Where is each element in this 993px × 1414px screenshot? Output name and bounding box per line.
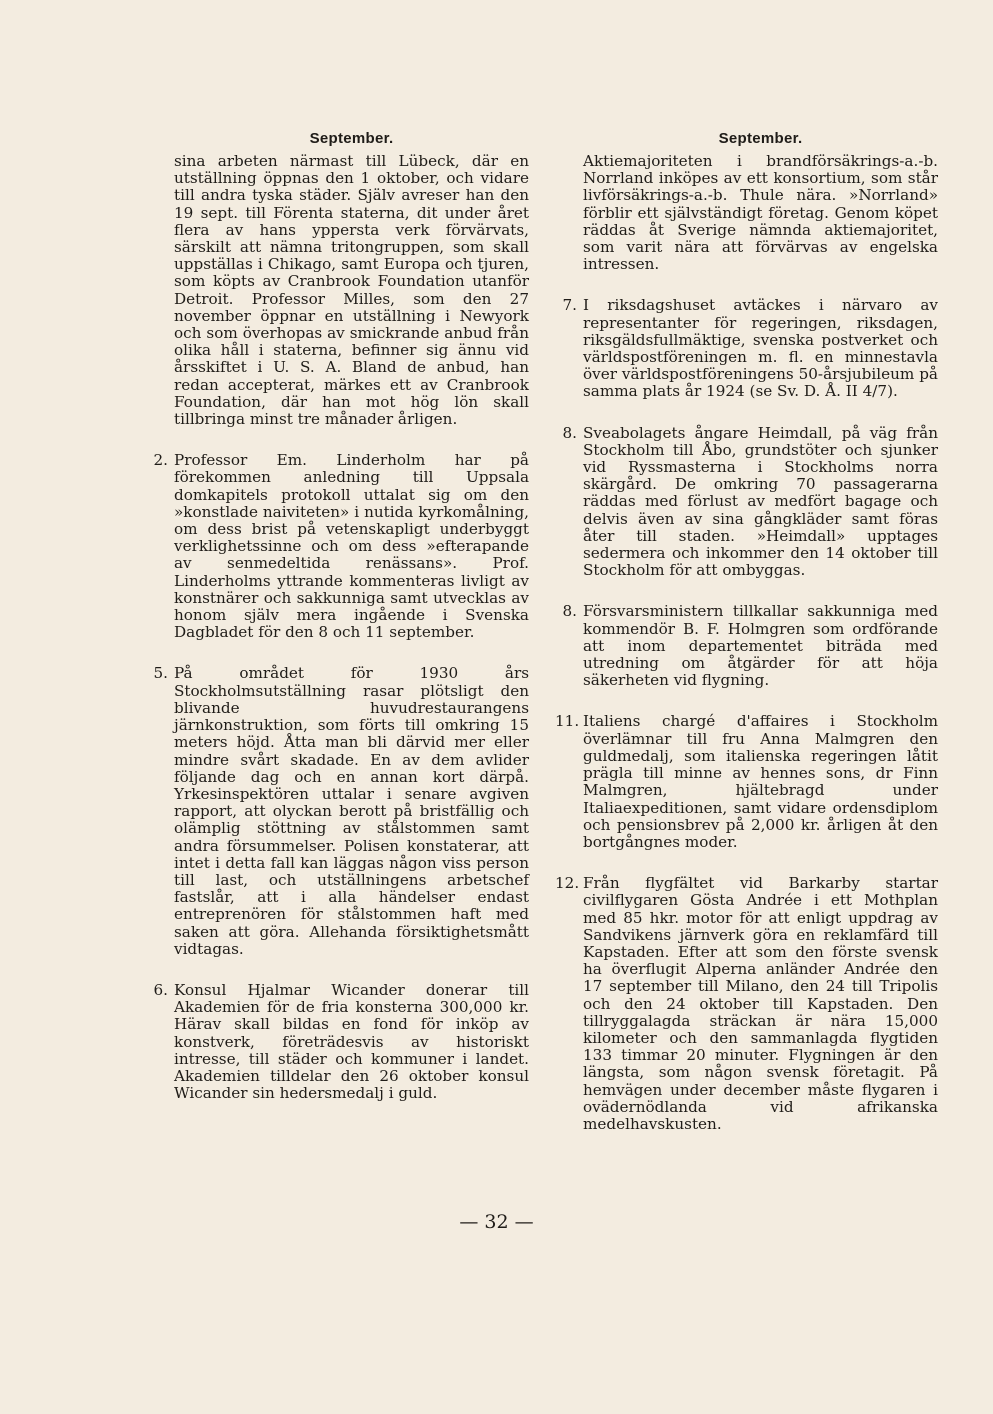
entry-date: 5. bbox=[153, 664, 168, 683]
entry-text: Försvarsministern tillkallar sakkunniga med kommendör B. F. Holmgren som ordförande att inom departementet biträda med utredning om åtgärder för att höja säkerheten vid flygning. bbox=[583, 602, 938, 690]
entry-right-8b bbox=[562, 602, 938, 690]
entry-text: Konsul Hjalmar Wicander donerar till Akademien för de fria konsterna 300,000 kr. Härav skall bildas en fond för inköp av konstverk, företrädesvis av historiskt intresse, till städer och kommuner i landet. Akademien tilldelar den 26 oktober konsul Wicander sin hedersmedalj i guld. bbox=[174, 980, 529, 1103]
entry-right-8a bbox=[562, 423, 938, 580]
entry-left-5 bbox=[153, 664, 529, 958]
entry-date: 12. bbox=[555, 874, 580, 893]
entry-text: I riksdagshuset avtäckes i närvaro av representanter för regeringen, riksdagen, riksgäldsfullmäktige, svenska postverket och världspostföreningen m. fl. en minnestavla över världspostföreningens 50-årsjubileum på samma plats år 1924 (se Sv. D. Å. II 4/7). bbox=[583, 296, 938, 401]
entry-date: 8. bbox=[562, 602, 577, 621]
entry-right-7 bbox=[562, 296, 938, 401]
entry-text: Sveabolagets ångare Heimdall, på väg från Stockholm till Åbo, grundstöter och sjunker vid Ryssmasterna i Stockholms norra skärgård. De omkring 70 passagerarna räddas med förlust av medfört bagage och delvis även av sina gångkläder samt föras åter till staden. »Heimdall» upptages sedermera och inkommer den 14 oktober till Stockholm för att ombyggas. bbox=[583, 423, 938, 580]
entry-right-12 bbox=[555, 874, 938, 1133]
entry-date: 6. bbox=[153, 980, 168, 999]
left-column bbox=[153, 130, 529, 1103]
entry-date: 7. bbox=[562, 296, 577, 315]
entry-text: Professor Em. Linderholm har på förekommen anledning till Uppsala domkapitels protokoll uttalat sig om den »konstlade naiviteten» i nutida kyrkomålning, om dess brist på vetenskapligt underbyggt verklighetssinne och om dess »efterapande av senmedeltida renässans». Prof. Linderholms yttrande kommenteras livligt av konstnärer och sakkunniga samt utvecklas av honom själv mera ingående i Svenska Dagbladet för den 8 och 11 september. bbox=[174, 451, 529, 642]
entry-left-6 bbox=[153, 980, 529, 1103]
left-continuation-paragraph: sina arbeten närmast till Lübeck, där en utställning öppnas den 1 oktober, och vidare till andra tyska städer. Själv avreser han den 19 sept. till Förenta staterna, dit under året flera av hans ypperstа verk förvärvats, särskilt att nämna tritongruppen, som skall uppställas i Chikago, samt Europa och tjuren, som köpts av Cranbrook Foundation utanför Detroit. Professor Milles, som den 27 november öppnar en utställning i Newyork och som överhopas av smickrande anbud från olika håll i staterna, befinner sig ännu vid årsskiftet i U. S. A. Bland de anbud, han redan accepterat, märkes ett av Cranbrook Foundation, där han mot hög lön skall tillbringa minst tre månader årligen. bbox=[174, 152, 529, 429]
right-continuation-paragraph: Aktiemajoriteten i brandförsäkrings-a.-b. Norrland inköpes av ett konsortium, som står livförsäkrings-a.-b. Thule nära. »Norrland» förblir ett självständigt företag. Genom köpet räddas åt Sverige nämnda aktiemajoritet, som varit nära att förvärvas av engelska intressen. bbox=[583, 152, 938, 274]
entry-text: Från flygfältet vid Barkarby startar civilflygaren Gösta Andrée i ett Mothplan med 85 hkr. motor för att enligt uppdrag av Sandvikens järnverk göra en reklamfärd till Kapstaden. Efter att som den förste svensk ha överflugit Alperna anländer Andrée den 17 september till Milano, den 24 till Tripolis och den 24 oktober till Kapstaden. Den tillryggalagda sträckan är nära 15,000 kilometer och den sammanlagda flygtiden 133 timmar 20 minuter. Flygningen är den längsta, som någon svensk företagit. På hemvägen under december måste flygaren i ovädernödlanda vid afrikanska medelhavskusten. bbox=[583, 874, 938, 1133]
left-column-heading: September. bbox=[309, 130, 394, 147]
page-number: — 32 — bbox=[459, 1211, 534, 1233]
entry-right-11 bbox=[555, 712, 938, 851]
right-column bbox=[555, 130, 938, 1133]
entry-text: Italiens chargé d'affaires i Stockholm överlämnar till fru Anna Malmgren den guldmedalj, som italienska regeringen låtit prägla till minne av hennes sons, dr Finn Malmgren, hjältebragd under Italiaexpeditionen, samt vidare ordensdiplom och pensionsbrev på 2,000 kr. årligen åt den bortgångnes moder. bbox=[583, 712, 938, 851]
entry-date: 8. bbox=[562, 423, 577, 442]
entry-text: På området för 1930 års Stockholmsutställning rasar plötsligt den blivande huvudrestaurangens järnkonstruktion, som förts till omkring 15 meters höjd. Åtta man bli därvid mer eller mindre svårt skadade. En av dem avlider följande dag och en annan kort därpå. Yrkesinspektören uttalar i senare avgiven rapport, att olyckan berott på bristfällig och olämplig stöttning av stålstommen samt andra försummelser. Polisen konstaterar, att intet i detta fall kan läggas någon viss person till last, och utställningens arbetschef fastslår, att i alla händelser endast entreprenören för stålstommen haft med saken att göra. Allehanda försiktighetsmått vidtagas. bbox=[174, 664, 529, 958]
entry-date: 11. bbox=[555, 712, 580, 731]
entry-date: 2. bbox=[153, 451, 168, 470]
right-column-heading: September. bbox=[718, 130, 803, 147]
entry-left-2 bbox=[153, 451, 529, 642]
